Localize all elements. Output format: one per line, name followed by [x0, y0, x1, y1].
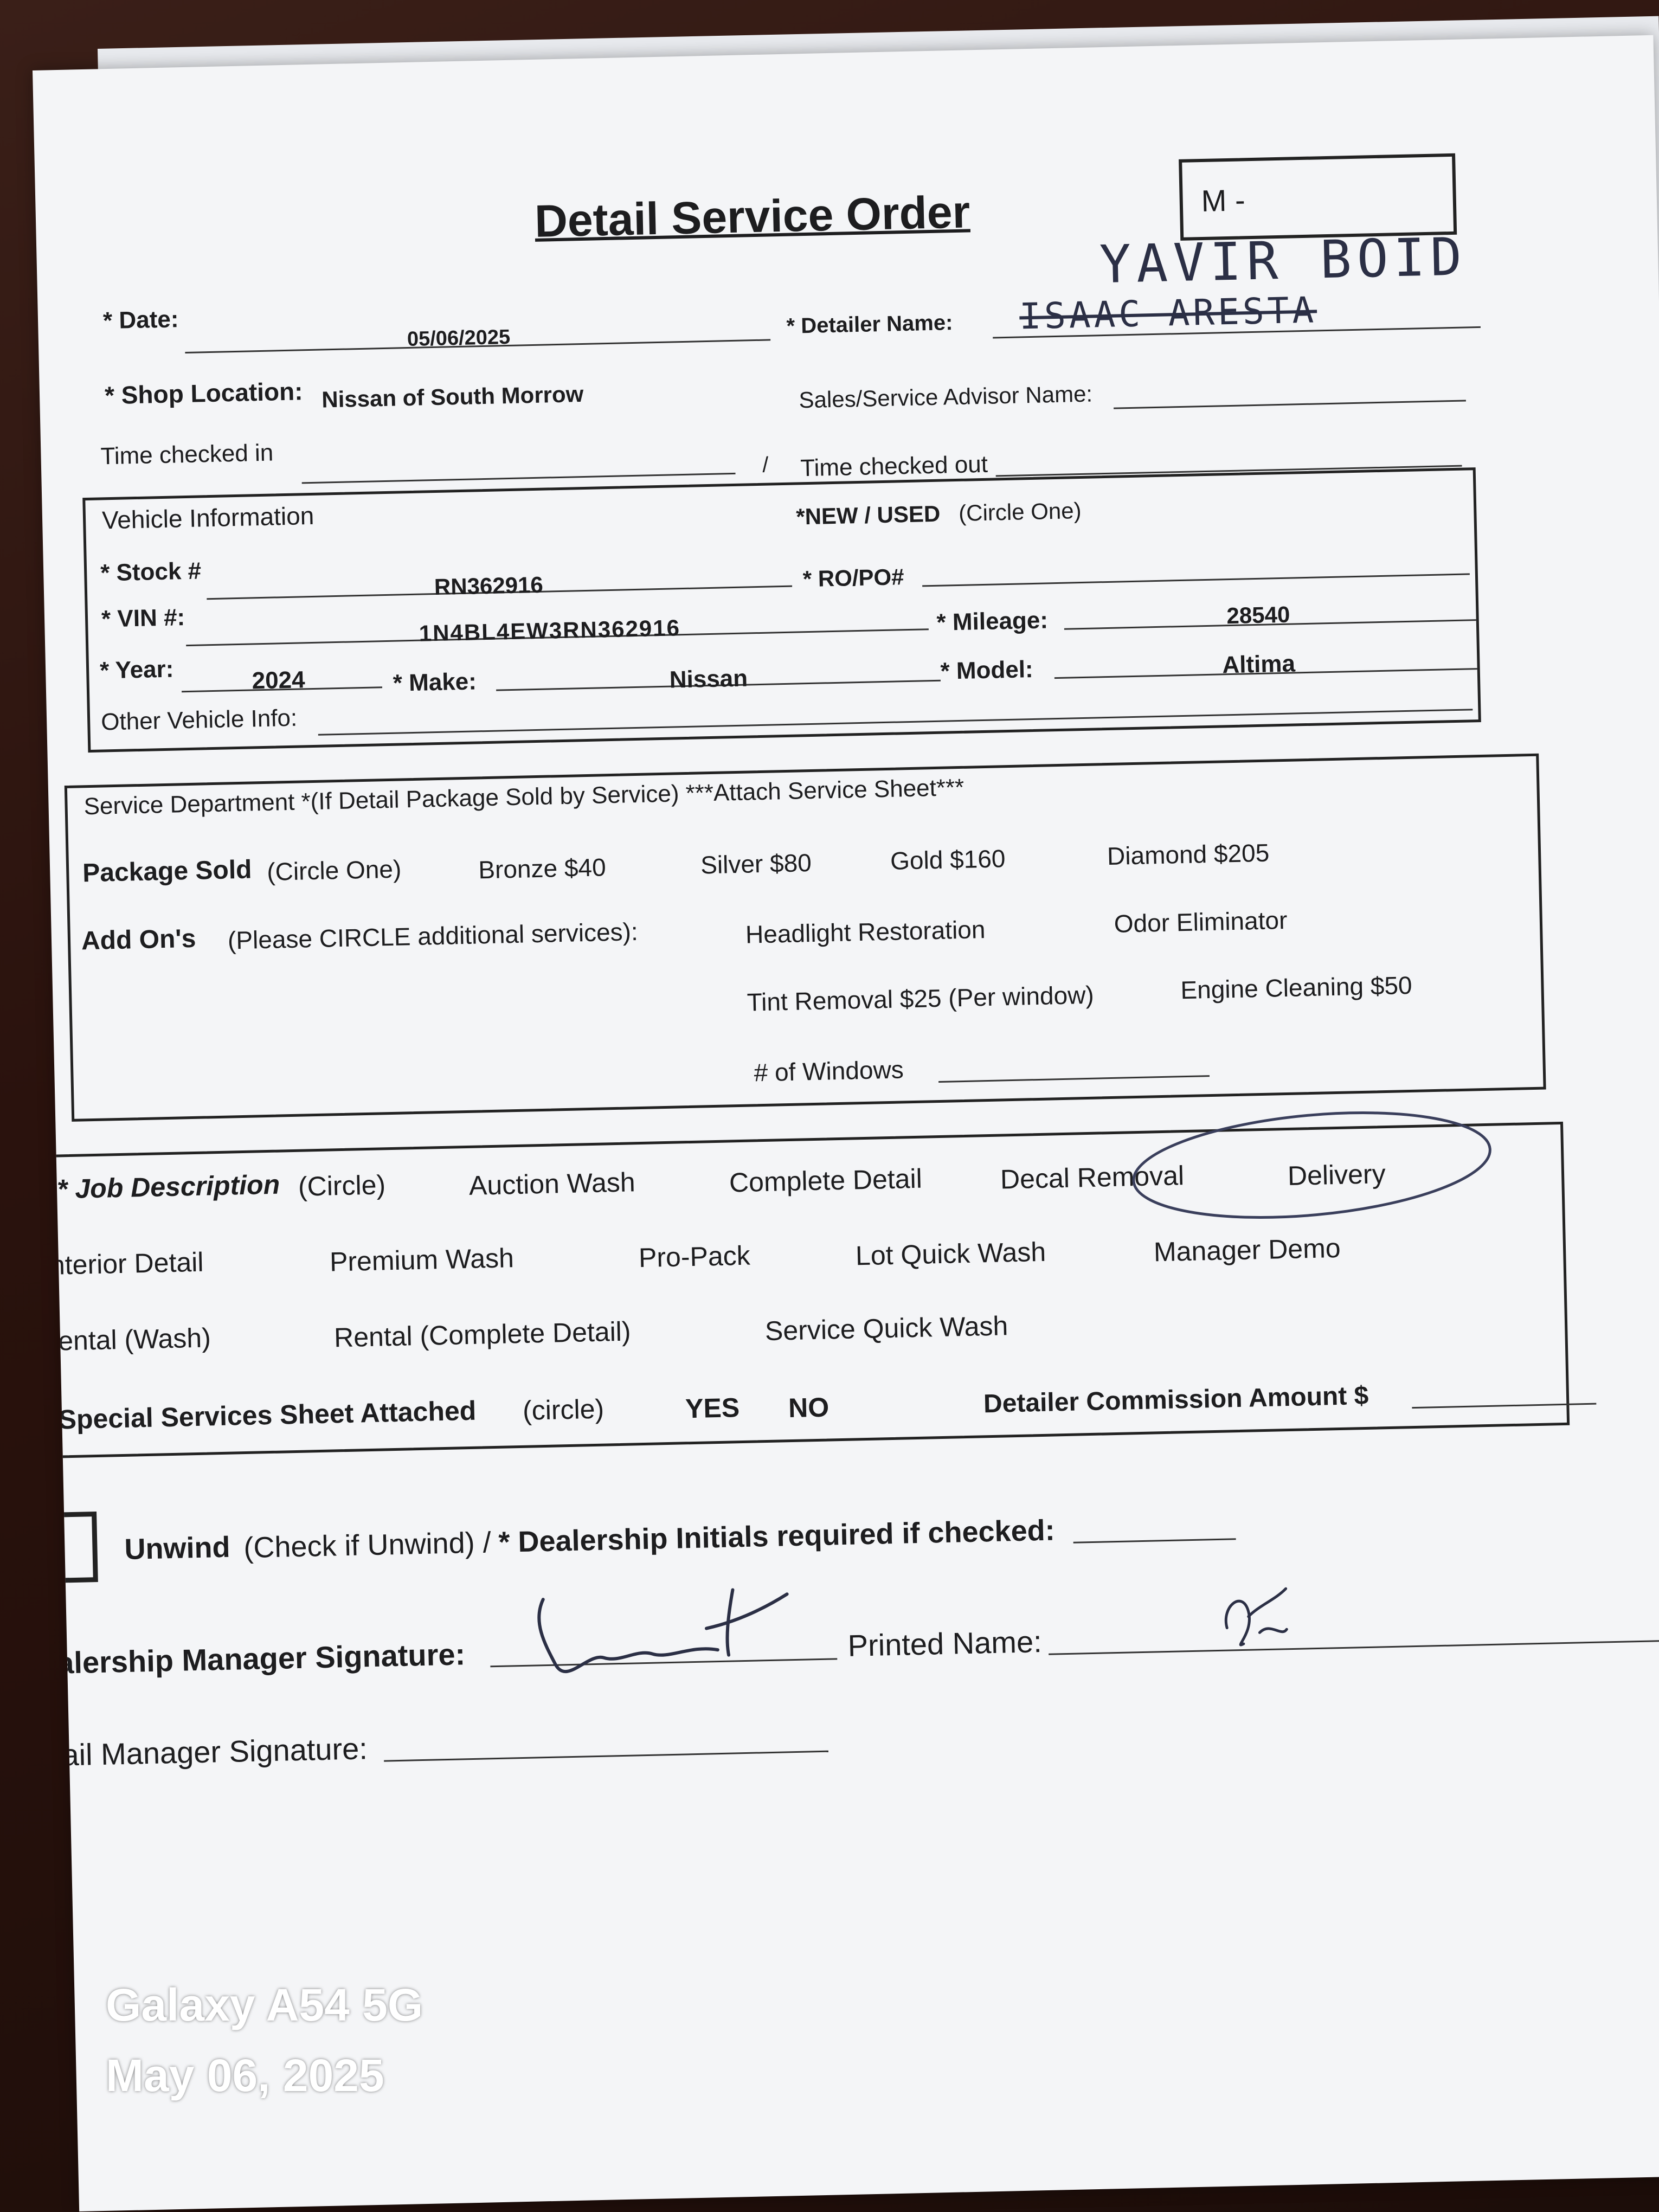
special-services-label: * Special Services Sheet Attached — [40, 1395, 477, 1436]
time-separator: / — [762, 453, 769, 477]
package-silver: Silver $80 — [700, 848, 812, 879]
unwind-label: Unwind — [124, 1531, 231, 1566]
job-manager-demo: Manager Demo — [1153, 1232, 1341, 1268]
ro-po-label: * RO/PO# — [802, 564, 904, 592]
time-in-label: Time checked in — [100, 439, 274, 470]
job-decal-removal: Decal Removal — [1000, 1160, 1185, 1195]
model-value: Altima — [1221, 650, 1296, 679]
add-ons-label: Add On's — [81, 924, 196, 956]
form-title: Detail Service Order — [534, 186, 971, 247]
job-interior-detail: Interior Detail — [42, 1246, 204, 1281]
special-services-hint: (circle) — [522, 1393, 605, 1426]
printed-name-scribble — [1225, 1589, 1287, 1645]
mileage-value: 28540 — [1226, 601, 1290, 629]
service-order-sheet — [33, 35, 1659, 2211]
job-premium-wash: Premium Wash — [329, 1243, 515, 1277]
detail-manager-signature-label: etail Manager Signature: — [36, 1731, 368, 1773]
delivery-circle — [1129, 1099, 1495, 1231]
handwriting-overlay — [33, 35, 1659, 2211]
package-diamond: Diamond $205 — [1107, 838, 1270, 871]
special-yes: YES — [685, 1392, 740, 1424]
job-service-quick-wash: Service Quick Wash — [764, 1310, 1008, 1347]
mileage-label: * Mileage: — [936, 607, 1049, 636]
unwind-hint: (Check if Unwind) / — [243, 1526, 492, 1565]
camera-device-stamp: Galaxy A54 5G — [106, 1979, 423, 2030]
order-number-prefix: M - — [1201, 183, 1246, 218]
add-ons-hint: (Please CIRCLE additional services): — [227, 917, 639, 955]
vin-label: * VIN #: — [101, 604, 185, 633]
stock-value: RN362916 — [434, 571, 544, 600]
year-value: 2024 — [252, 666, 306, 695]
job-description-hint: (Circle) — [298, 1169, 386, 1202]
job-auction-wash: Auction Wash — [468, 1167, 636, 1201]
package-sold-hint: (Circle One) — [266, 854, 402, 886]
shop-location-label: * Shop Location: — [104, 377, 304, 410]
commission-label: Detailer Commission Amount $ — [983, 1381, 1369, 1419]
detailer-name-struck: ISAAC ARESTA — [1019, 289, 1317, 338]
printed-name-label: Printed Name: — [847, 1624, 1043, 1663]
vin-value: 1N4BL4EW3RN362916 — [419, 615, 681, 646]
stock-label: * Stock # — [100, 557, 202, 587]
job-description-label: * Job Description — [56, 1169, 280, 1205]
date-value: 05/06/2025 — [407, 325, 511, 351]
advisor-label: Sales/Service Advisor Name: — [799, 381, 1093, 413]
other-vehicle-label: Other Vehicle Info: — [100, 704, 298, 736]
job-delivery: Delivery — [1287, 1159, 1386, 1191]
dealership-manager-signature-label: ealership Manager Signature: — [40, 1637, 466, 1681]
vehicle-info-heading: Vehicle Information — [101, 501, 314, 535]
model-label: * Model: — [940, 656, 1034, 685]
date-label: * Date: — [102, 306, 179, 335]
time-out-label: Time checked out — [800, 451, 988, 482]
dealership-manager-signature — [538, 1589, 788, 1672]
year-label: * Year: — [99, 655, 174, 684]
job-rental-wash: Rental (Wash) — [38, 1322, 211, 1357]
new-used-label: *NEW / USED — [795, 500, 941, 530]
detailer-name-handwritten: YAVIR BOID — [1099, 226, 1468, 295]
addon-engine: Engine Cleaning $50 — [1180, 970, 1413, 1005]
addon-odor: Odor Eliminator — [1114, 905, 1288, 938]
camera-date-stamp: May 06, 2025 — [106, 2050, 384, 2101]
dealership-initials-label: * Dealership Initials required if checked: — [498, 1514, 1056, 1559]
make-value: Nissan — [669, 665, 748, 693]
special-no: NO — [788, 1392, 829, 1424]
service-heading: Service Department *(If Detail Package Sold by Service) ***Attach Service Sheet*** — [83, 774, 964, 820]
package-sold-label: Package Sold — [82, 855, 252, 888]
detailer-name-label: * Detailer Name: — [786, 311, 953, 338]
addon-tint: Tint Removal $25 (Per window) — [747, 980, 1095, 1017]
job-pro-pack: Pro-Pack — [638, 1240, 751, 1274]
package-gold: Gold $160 — [890, 844, 1006, 875]
job-complete-detail: Complete Detail — [729, 1163, 923, 1198]
job-rental-complete: Rental (Complete Detail) — [333, 1316, 632, 1353]
new-used-hint: (Circle One) — [958, 497, 1082, 526]
windows-label: # of Windows — [754, 1055, 904, 1087]
job-lot-quick-wash: Lot Quick Wash — [855, 1236, 1046, 1271]
shop-location-value: Nissan of South Morrow — [321, 381, 584, 413]
addon-headlight: Headlight Restoration — [745, 915, 986, 949]
make-label: * Make: — [393, 668, 477, 697]
package-bronze: Bronze $40 — [478, 853, 607, 884]
